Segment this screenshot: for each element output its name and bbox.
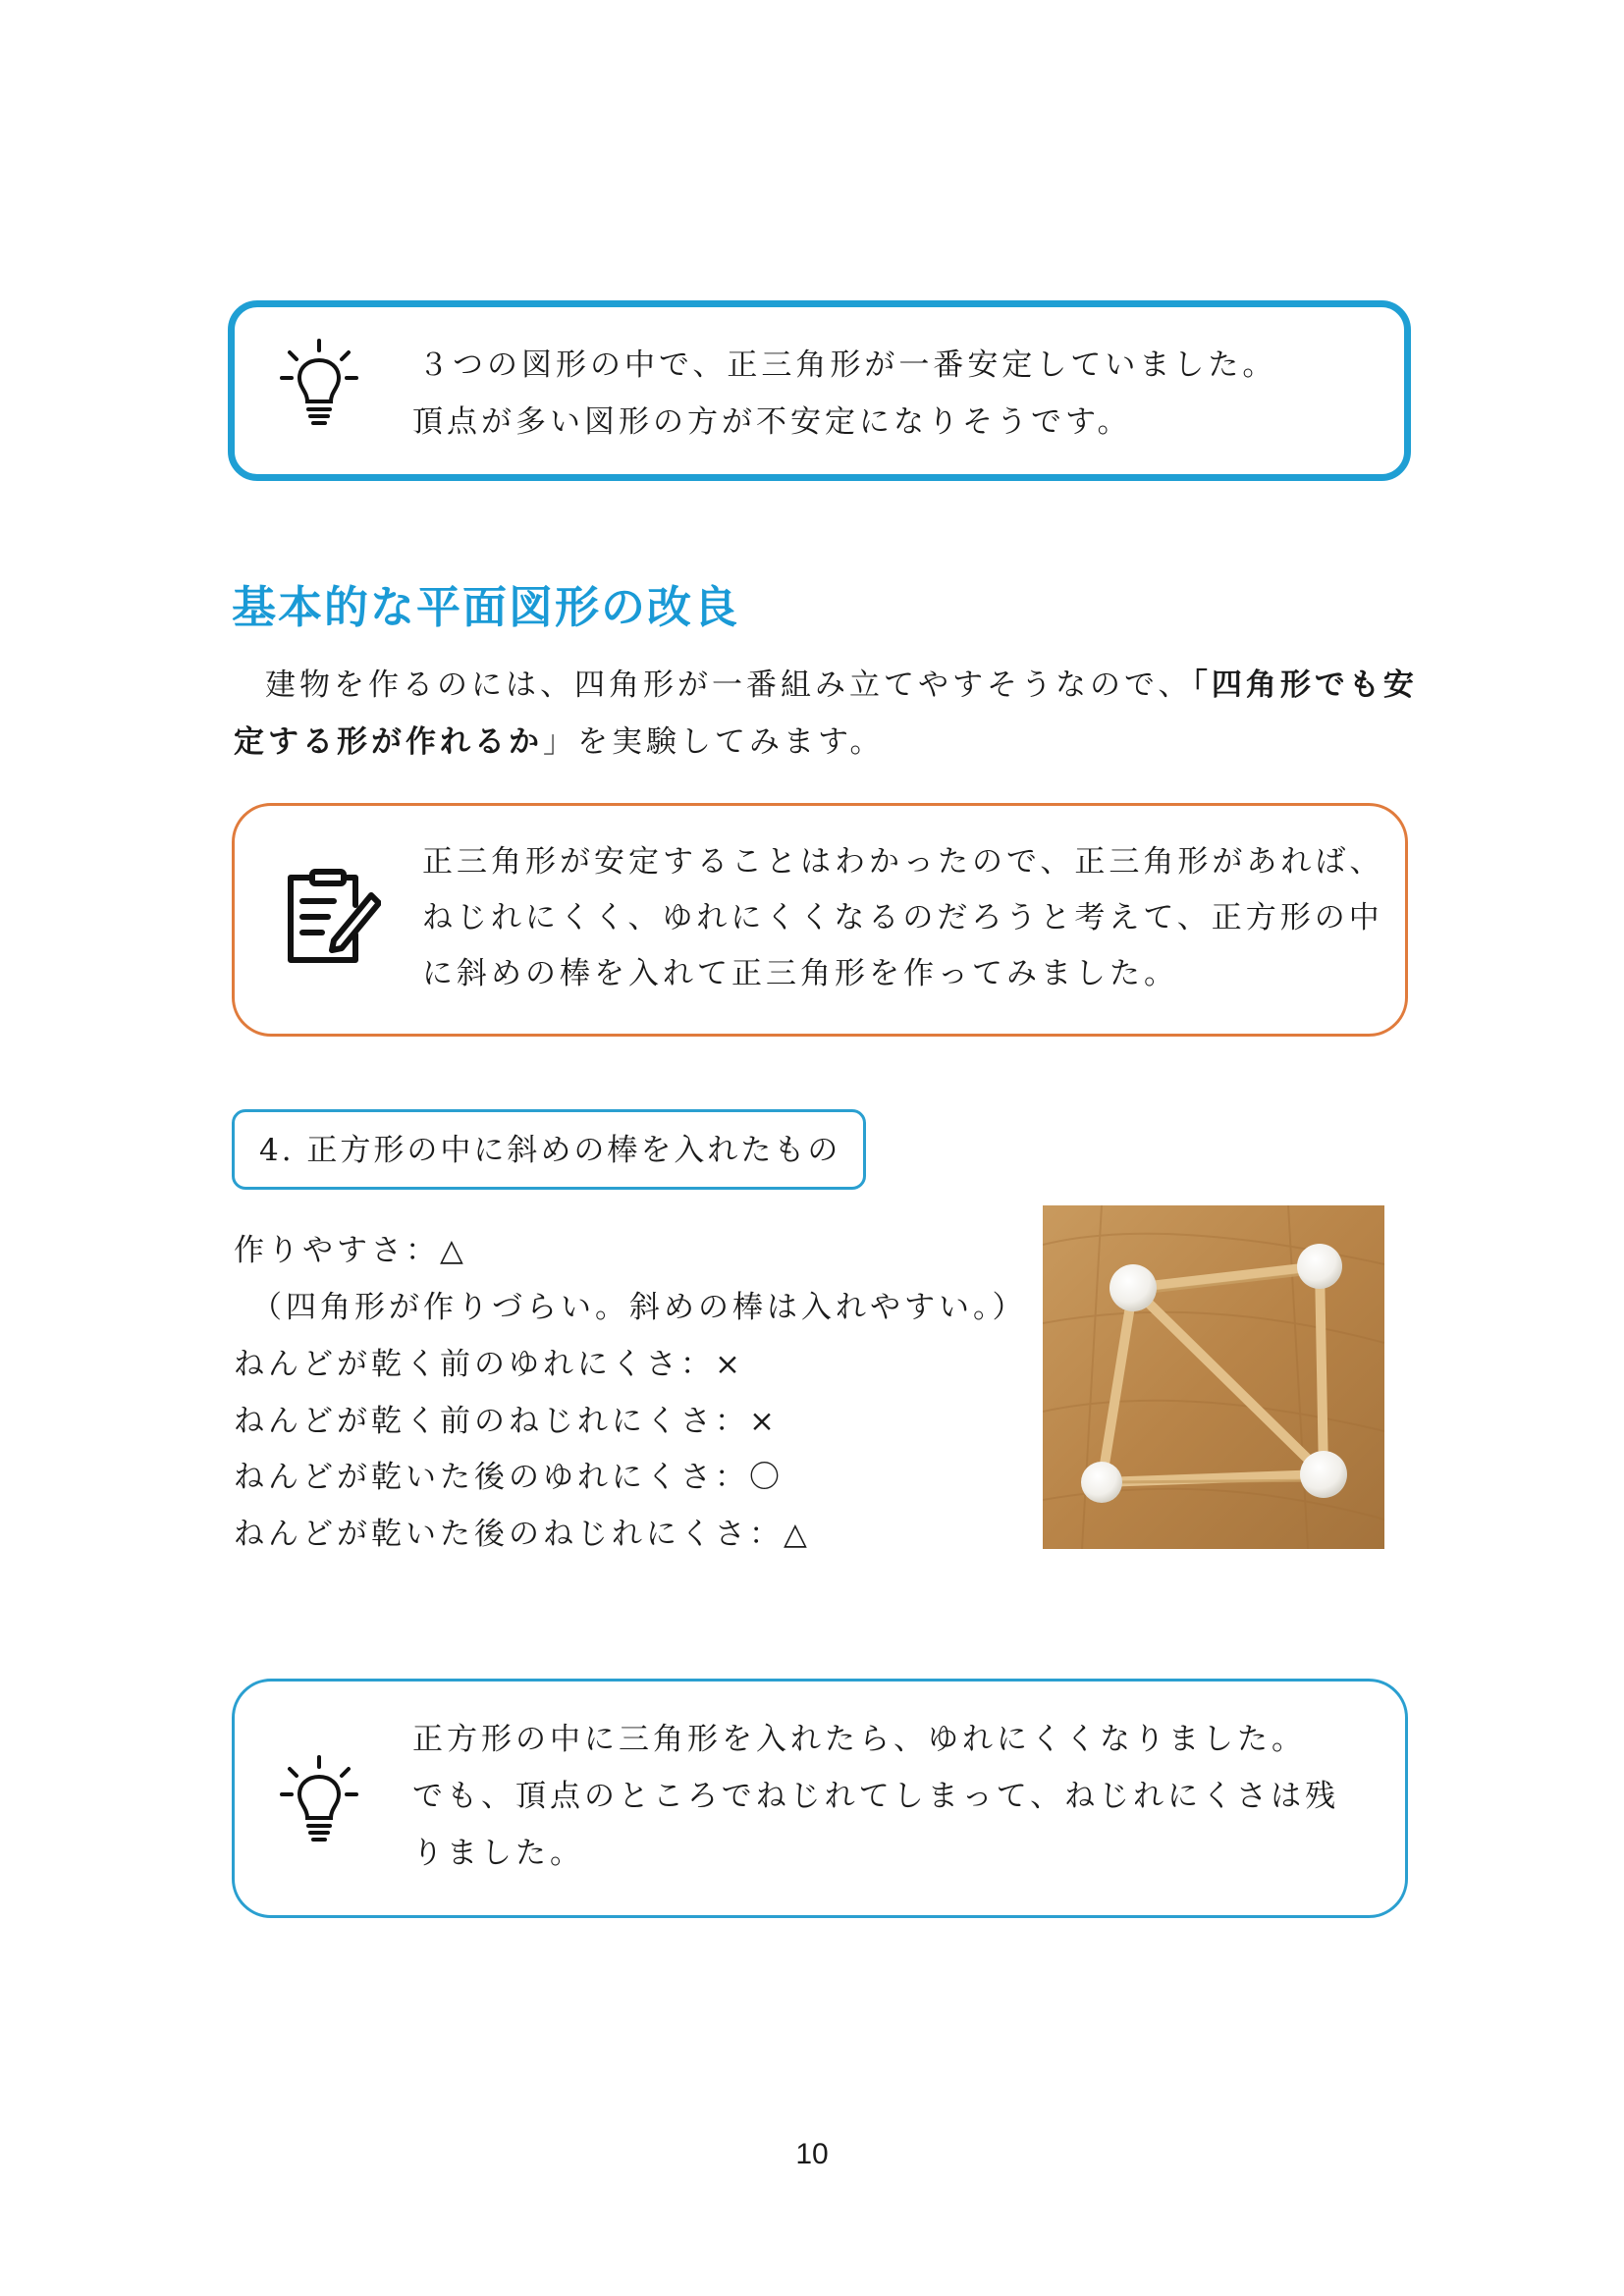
insight-box-1 bbox=[228, 300, 1411, 481]
intro-line-2-bold: 定する形が作れるか bbox=[234, 724, 543, 760]
insight-2-line-1: 正方形の中に三角形を入れたら、ゆれにくくなりました。 bbox=[412, 1722, 1306, 1757]
result-twist-before: ねんどが乾く前のねじれにくさ：× bbox=[234, 1404, 779, 1439]
clipboard-pencil-icon bbox=[283, 866, 381, 964]
insight-2-line-3: りました。 bbox=[412, 1836, 584, 1871]
insight-1-line-2: 頂点が多い図形の方が不安定になりそうです。 bbox=[412, 404, 1132, 440]
memo-line-2: ねじれにくく、ゆれにくくなるのだろうと考えて、正方形の中 bbox=[422, 900, 1383, 935]
result-ease-note: （四角形が作りづらい。斜めの棒は入れやすい。） bbox=[251, 1290, 1027, 1325]
intro-line-1 bbox=[265, 666, 1418, 705]
memo-line-1: 正三角形が安定することはわかったので、正三角形があれば、 bbox=[422, 844, 1384, 880]
insight-2-line-2: でも、頂点のところでねじれてしまって、ねじれにくさは残 bbox=[412, 1779, 1340, 1814]
result-twist-after: ねんどが乾いた後のねじれにくさ：△ bbox=[234, 1517, 811, 1552]
lightbulb-icon bbox=[280, 337, 358, 431]
experiment-photo bbox=[1043, 1205, 1384, 1549]
page-number: 10 bbox=[795, 2138, 829, 2170]
insight-1-line-1: ３つの図形の中で、正三角形が一番安定していました。 bbox=[418, 347, 1277, 383]
section-heading: 基本的な平面図形の改良 bbox=[232, 581, 740, 633]
lightbulb-icon bbox=[280, 1753, 358, 1847]
intro-line-1-bold: 「四角形でも安 bbox=[1192, 667, 1418, 703]
intro-line-2-text: 」を実験してみます。 bbox=[543, 724, 885, 760]
result-sway-after: ねんどが乾いた後のゆれにくさ：〇 bbox=[234, 1460, 784, 1495]
result-ease: 作りやすさ：△ bbox=[234, 1233, 467, 1268]
memo-line-3: に斜めの棒を入れて正三角形を作ってみました。 bbox=[422, 956, 1178, 991]
intro-line-1-text: 建物を作るのには、四角形が一番組み立てやすそうなので、 bbox=[265, 667, 1193, 703]
result-sway-before: ねんどが乾く前のゆれにくさ：× bbox=[234, 1347, 744, 1382]
intro-line-2 bbox=[234, 722, 885, 762]
experiment-label: 4. 正方形の中に斜めの棒を入れたもの bbox=[259, 1133, 841, 1168]
